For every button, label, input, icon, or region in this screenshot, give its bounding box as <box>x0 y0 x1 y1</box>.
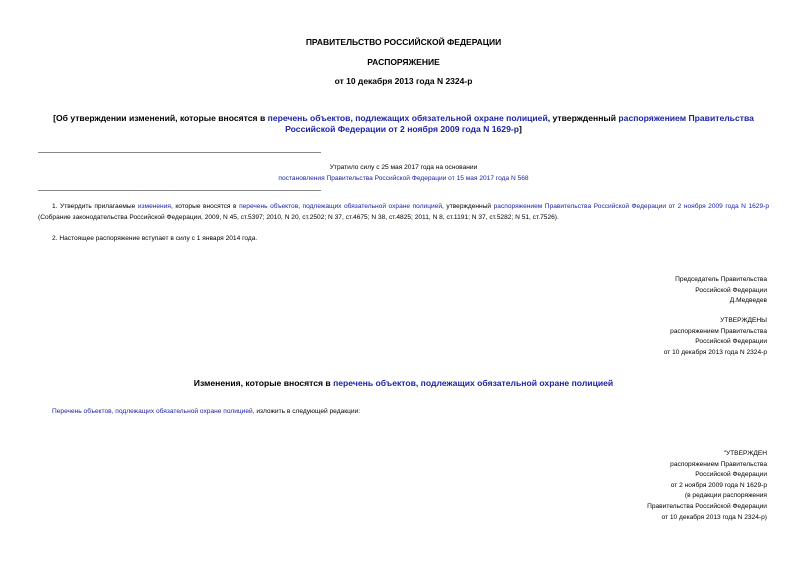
approved2-line-1: "УТВЕРЖДЕН <box>723 450 767 457</box>
signature-line-3: Д.Медведев <box>729 297 767 305</box>
government-heading: ПРАВИТЕЛЬСТВО РОССИЙСКОЙ ФЕДЕРАЦИИ <box>305 37 502 47</box>
title-link-objects-list[interactable]: перечень объектов, подлежащих обязательной охране полицией <box>267 113 548 123</box>
title-text-3: ] <box>518 124 522 134</box>
approved2-line-4: от 2 ноября 2009 года N 1629-р <box>670 481 767 489</box>
approved2-line-3: Российской Федерации <box>695 471 767 479</box>
approved-line-2: распоряжением Правительства <box>670 327 767 335</box>
signature-line-1: Председатель Правительства <box>675 276 767 283</box>
section-title-text: Изменения, которые вносятся в <box>193 378 334 388</box>
document-type: РАСПОРЯЖЕНИЕ <box>367 57 440 67</box>
paragraph-2: 2. Настоящее распоряжение вступает в силу с 1 января 2014 года. <box>52 235 258 242</box>
p1-text-1: 1. Утвердить прилагаемые <box>52 203 138 210</box>
approved2-line-2: распоряжением Правительства <box>670 460 767 468</box>
approved2-line-7: от 10 декабря 2013 года N 2324-р) <box>661 513 767 521</box>
document-title <box>40 113 767 135</box>
p1-text-4: (Собрание законодательства Российской Федерации, 2009, N 45, ст.5397; 2010, N 20, ст.2502; N 37, ст.4675; N 38, ст.4825; 2011, N 8, ст.1191; N 37, ст.5282; N 51, ст.7526). <box>38 213 559 221</box>
section-title-link[interactable]: перечень объектов, подлежащих обязательной охране полицией <box>333 378 614 388</box>
title-text-1: [Об утверждении изменений, которые вносятся в <box>53 113 268 123</box>
approved2-line-5: (в редакции распоряжения <box>684 492 767 500</box>
section-para-text: , изложить в следующей редакции: <box>252 408 361 415</box>
section-title <box>0 378 807 388</box>
approved2-line-6: Правительства Российской Федерации <box>647 502 767 510</box>
status-link-wrap <box>0 174 807 184</box>
section-para-link[interactable]: Перечень объектов, подлежащих обязательной охране полицией <box>52 408 253 415</box>
divider-top <box>38 152 321 153</box>
status-link-decree-568[interactable]: постановления Правительства Российской Федерации от 15 мая 2017 года N 568 <box>278 175 529 182</box>
p1-link-order-1629[interactable]: распоряжением Правительства Российской Федерации от 2 ноября 2009 года N 1629-р <box>493 203 769 210</box>
title-link-order-1629[interactable]: распоряжением Правительства Российской Федерации от 2 ноября 2009 года N 1629-р <box>285 113 754 134</box>
p1-text-3: , утвержденный <box>442 203 494 210</box>
signature-block <box>675 275 767 307</box>
status-line: Утратило силу с 25 мая 2017 года на основании <box>329 164 478 171</box>
p1-text-2: , которые вносятся в <box>170 203 240 210</box>
approved-block-2 <box>647 449 767 523</box>
section-paragraph <box>38 407 769 418</box>
approved-line-4: от 10 декабря 2013 года N 2324-р <box>663 348 767 356</box>
approved-line-1: УТВЕРЖДЕНЫ <box>720 317 767 324</box>
signature-line-2: Российской Федерации <box>695 286 767 294</box>
approved-line-3: Российской Федерации <box>695 338 767 346</box>
p1-link-changes[interactable]: изменения <box>137 203 171 210</box>
p1-link-objects-list[interactable]: перечень объектов, подлежащих обязательной охране полицией <box>239 203 443 210</box>
approved-block <box>664 316 767 358</box>
title-text-2: , утвержденный <box>547 113 619 123</box>
paragraph-1 <box>38 202 769 223</box>
document-date-number: от 10 декабря 2013 года N 2324-р <box>334 76 473 86</box>
divider-bottom <box>38 190 321 191</box>
